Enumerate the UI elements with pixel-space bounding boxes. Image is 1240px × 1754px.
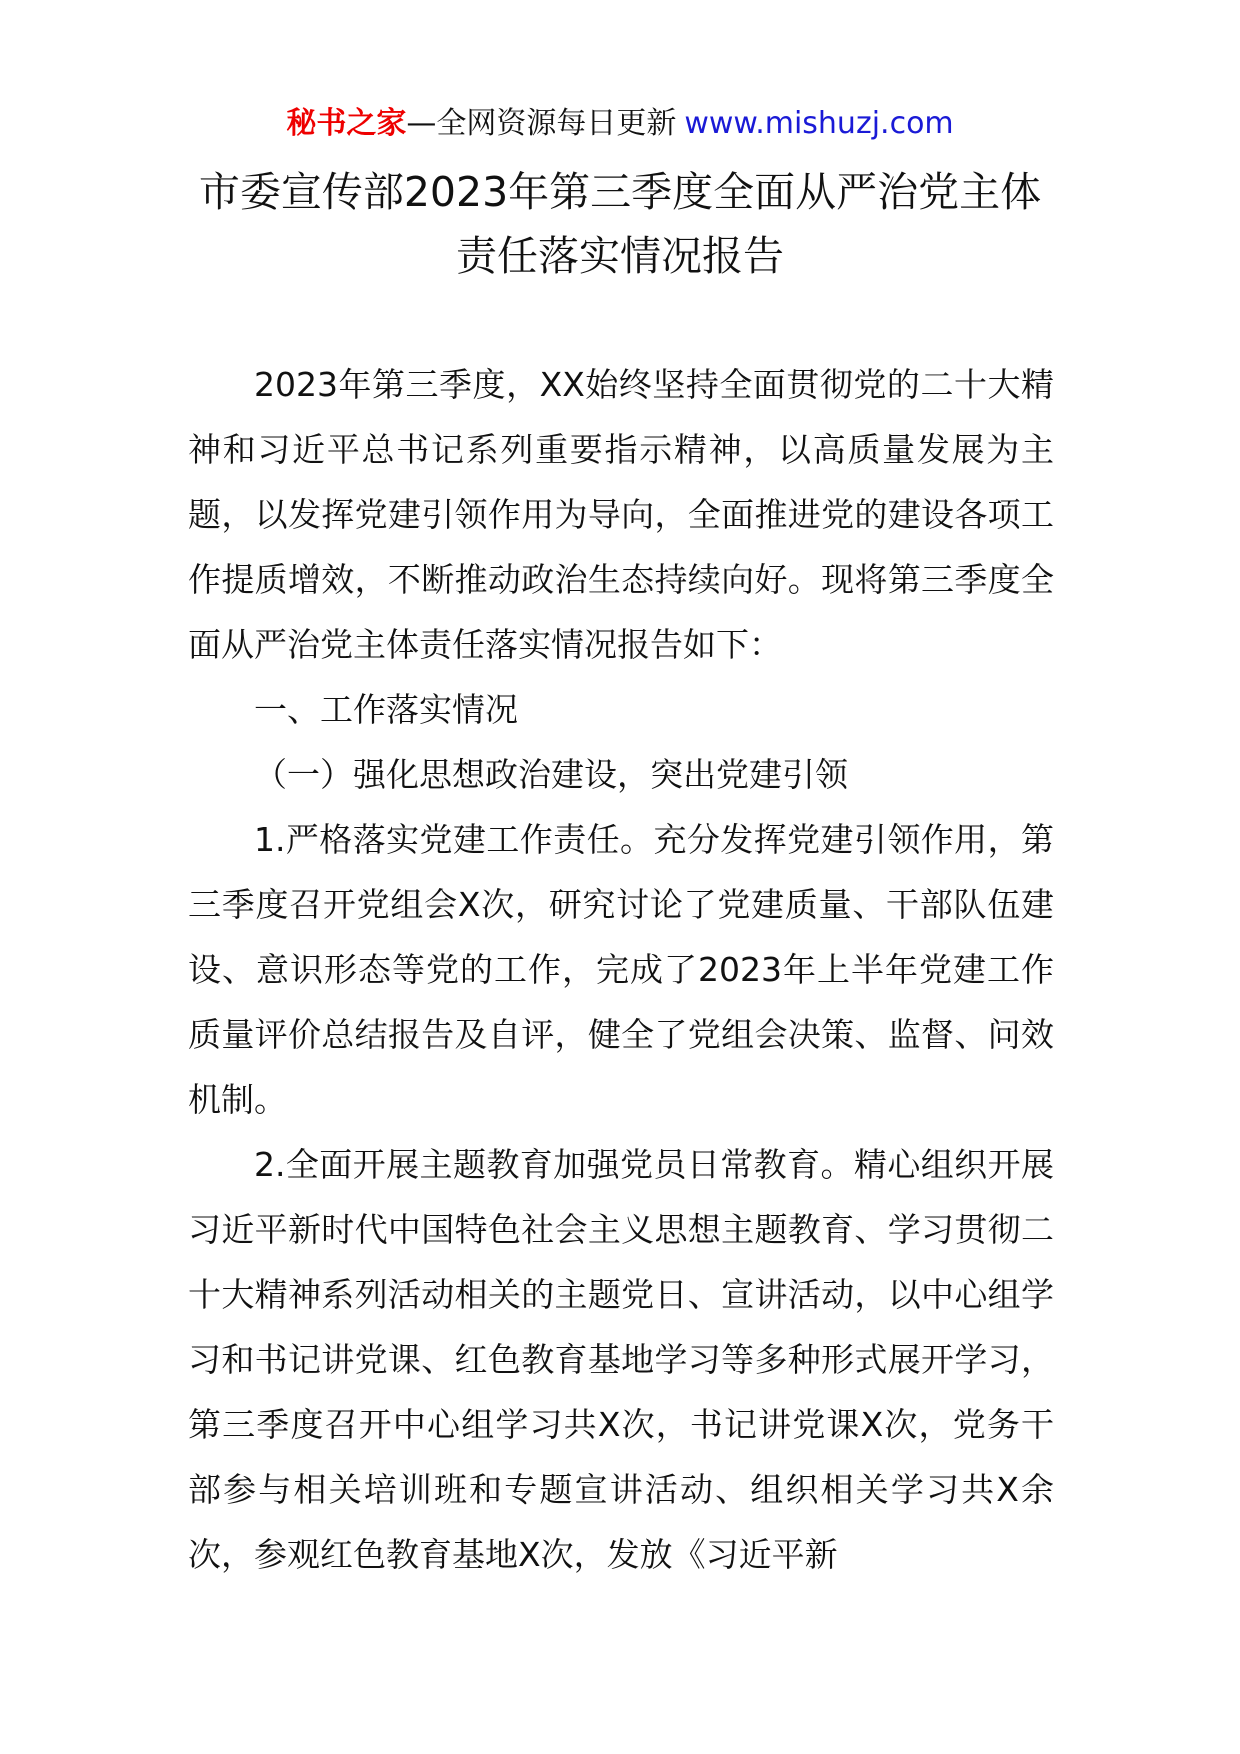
title-line-1: 市委宣传部2023年第三季度全面从严治党主体 — [198, 168, 1042, 216]
brand-name: 秘书之家 — [286, 106, 407, 141]
intro-paragraph: 2023年第三季度，XX始终坚持全面贯彻党的二十大精神和习近平总书记系列重要指示精神，以高质量发展为主题，以发挥党建引领作用为导向，全面推进党的建设各项工作提质增效，不断推动政治生态持续向好。现将第三季度全面从严治党主体责任落实情况报告如下： — [188, 365, 1054, 664]
header-slogan: —全网资源每日更新 — [406, 106, 677, 141]
title-line-2: 责任落实情况报告 — [456, 232, 784, 280]
document-body — [188, 352, 1054, 1587]
subsection-heading-1: （一）强化思想政治建设，突出党建引领 — [254, 755, 848, 794]
item-paragraph-1: 1.严格落实党建工作责任。充分发挥党建引领作用，第三季度召开党组会X次，研究讨论了党建质量、干部队伍建设、意识形态等党的工作，完成了2023年上半年党建工作质量评价总结报告及自评，健全了党组会决策、监督、问效机制。 — [188, 820, 1054, 1119]
document-title — [150, 160, 1090, 288]
site-url-link[interactable]: www.mishuzj.com — [684, 106, 954, 141]
section-heading-1: 一、工作落实情况 — [254, 690, 518, 729]
site-header — [0, 100, 1240, 148]
item-paragraph-2: 2.全面开展主题教育加强党员日常教育。精心组织开展习近平新时代中国特色社会主义思想主题教育、学习贯彻二十大精神系列活动相关的主题党日、宣讲活动，以中心组学习和书记讲党课、红色教育基地学习等多种形式展开学习，第三季度召开中心组学习共X次，书记讲党课X次，党务干部参与相关培训班和专题宣讲活动、组织相关学习共X余次，参观红色教育基地X次，发放《习近平新 — [188, 1145, 1054, 1574]
